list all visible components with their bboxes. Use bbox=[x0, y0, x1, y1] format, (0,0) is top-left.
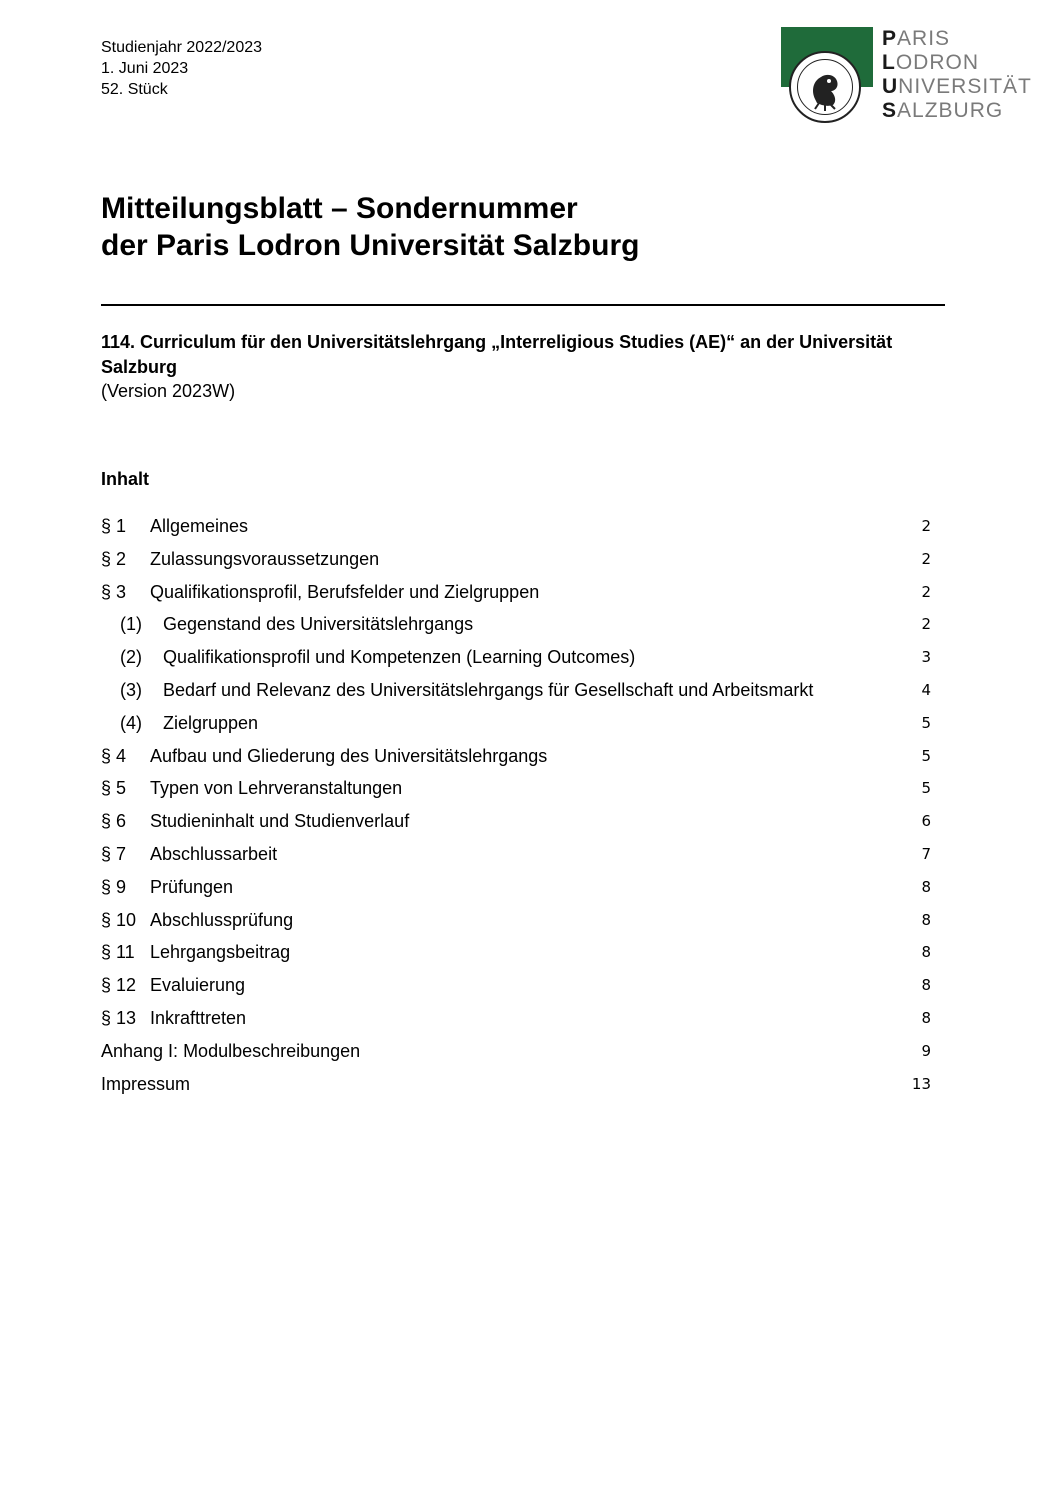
toc-entry[interactable] bbox=[101, 1035, 933, 1068]
toc-entry-page: 7 bbox=[921, 844, 931, 863]
toc-entry-title: Qualifikationsprofil und Kompetenzen (Learning Outcomes) bbox=[163, 647, 636, 668]
toc-entry-number: (1) bbox=[120, 614, 142, 635]
toc-entry-page: 2 bbox=[921, 517, 931, 535]
toc-entry-page: 8 bbox=[921, 943, 931, 962]
university-seal-icon bbox=[789, 51, 861, 123]
toc-entry-number: § 10 bbox=[101, 909, 137, 930]
toc-entry-page: 8 bbox=[921, 910, 931, 929]
divider bbox=[101, 304, 945, 306]
toc-entry-title: Inkrafttreten bbox=[150, 1007, 247, 1028]
toc-entry-page: 8 bbox=[921, 976, 931, 995]
toc-entry-page: 6 bbox=[921, 812, 931, 831]
toc-entry-title: Abschlussprüfung bbox=[150, 909, 294, 930]
toc-entry-title: Anhang I: Modulbeschreibungen bbox=[101, 1040, 361, 1061]
title-line-1: Mitteilungsblatt – Sondernummer bbox=[101, 192, 578, 225]
toc-entry-page: 8 bbox=[921, 1008, 931, 1027]
toc-entry[interactable] bbox=[101, 1002, 933, 1035]
toc-entry-number: § 5 bbox=[101, 778, 127, 799]
toc-entry[interactable] bbox=[101, 543, 933, 576]
toc-entry-number: § 13 bbox=[101, 1007, 137, 1028]
header-meta bbox=[101, 37, 262, 100]
toc-entry[interactable] bbox=[101, 576, 933, 609]
toc-entry[interactable] bbox=[101, 674, 933, 707]
toc-entry-number: § 12 bbox=[101, 975, 137, 996]
toc-entry-page: 4 bbox=[921, 680, 931, 699]
toc-entry-title: Prüfungen bbox=[150, 876, 234, 897]
toc-entry-title: Gegenstand des Universitätslehrgangs bbox=[163, 614, 474, 635]
table-of-contents bbox=[101, 510, 933, 1100]
toc-entry-page: 5 bbox=[921, 746, 931, 765]
logo-wordmark: PARIS LODRON UNIVERSITÄT SALZBURG bbox=[882, 27, 1032, 122]
document-version: (Version 2023W) bbox=[101, 381, 236, 401]
toc-entry[interactable] bbox=[101, 608, 933, 641]
issue-date: 1. Juni 2023 bbox=[101, 60, 189, 77]
toc-entry-page: 3 bbox=[921, 648, 931, 667]
toc-entry-page: 8 bbox=[921, 877, 931, 896]
toc-entry-number: (4) bbox=[120, 712, 142, 733]
toc-entry-title: Abschlussarbeit bbox=[150, 843, 278, 864]
toc-entry-title: Lehrgangsbeitrag bbox=[150, 942, 291, 963]
toc-entry-number: § 1 bbox=[101, 516, 127, 536]
toc-entry[interactable] bbox=[101, 740, 933, 773]
toc-entry-title: Allgemeines bbox=[150, 516, 249, 536]
toc-entry-page: 2 bbox=[921, 615, 931, 634]
toc-heading: Inhalt bbox=[101, 469, 149, 489]
toc-entry-title: Bedarf und Relevanz des Universitätslehrgangs für Gesellschaft und Arbeitsmarkt bbox=[163, 679, 814, 700]
toc-entry-title: Qualifikationsprofil, Berufsfelder und Zielgruppen bbox=[150, 581, 540, 602]
toc-entry-number: § 11 bbox=[101, 942, 135, 963]
toc-entry[interactable] bbox=[101, 871, 933, 904]
page-title bbox=[101, 190, 639, 264]
toc-entry-page: 2 bbox=[921, 549, 931, 568]
toc-entry[interactable] bbox=[101, 510, 933, 543]
toc-entry-title: Studieninhalt und Studienverlauf bbox=[150, 811, 410, 832]
toc-entry-number: § 4 bbox=[101, 745, 127, 766]
university-logo bbox=[781, 27, 1041, 127]
toc-entry-page: 13 bbox=[911, 1074, 931, 1093]
toc-entry-page: 9 bbox=[921, 1041, 931, 1060]
toc-entry[interactable] bbox=[101, 641, 933, 674]
toc-entry-page: 5 bbox=[921, 779, 931, 798]
toc-entry-number: § 6 bbox=[101, 811, 127, 832]
toc-entry[interactable] bbox=[101, 838, 933, 871]
toc-entry[interactable] bbox=[101, 936, 933, 969]
toc-entry-number: (3) bbox=[120, 679, 142, 700]
toc-entry[interactable] bbox=[101, 969, 933, 1002]
document-subtitle: 114. Curriculum für den Universitätslehrgang „Interreligious Studies (AE)“ an der Universität Salzburg bbox=[101, 332, 893, 377]
toc-entry-title: Impressum bbox=[101, 1073, 191, 1094]
toc-entry-title: Evaluierung bbox=[150, 975, 246, 996]
toc-entry-title: Aufbau und Gliederung des Universitätslehrgangs bbox=[150, 745, 548, 766]
toc-entry-number: (2) bbox=[120, 647, 142, 668]
toc-entry[interactable] bbox=[101, 904, 933, 937]
toc-entry-title: Zulassungsvoraussetzungen bbox=[150, 548, 380, 569]
toc-entry-title: Zielgruppen bbox=[163, 712, 259, 733]
toc-entry-number: § 3 bbox=[101, 581, 127, 602]
toc-entry[interactable] bbox=[101, 707, 933, 740]
toc-entry-page: 5 bbox=[921, 713, 931, 732]
toc-entry[interactable] bbox=[101, 805, 933, 838]
toc-entry-page: 2 bbox=[921, 582, 931, 601]
toc-entry-title: Typen von Lehrveranstaltungen bbox=[150, 778, 403, 799]
toc-entry-number: § 9 bbox=[101, 876, 127, 897]
academic-year: Studienjahr 2022/2023 bbox=[101, 39, 263, 56]
toc-entry[interactable] bbox=[101, 772, 933, 805]
toc-entry[interactable] bbox=[101, 1068, 933, 1101]
issue-number: 52. Stück bbox=[101, 81, 168, 98]
toc-entry-number: § 7 bbox=[101, 843, 127, 864]
toc-entry-number: § 2 bbox=[101, 548, 127, 569]
title-line-2: der Paris Lodron Universität Salzburg bbox=[101, 229, 640, 262]
